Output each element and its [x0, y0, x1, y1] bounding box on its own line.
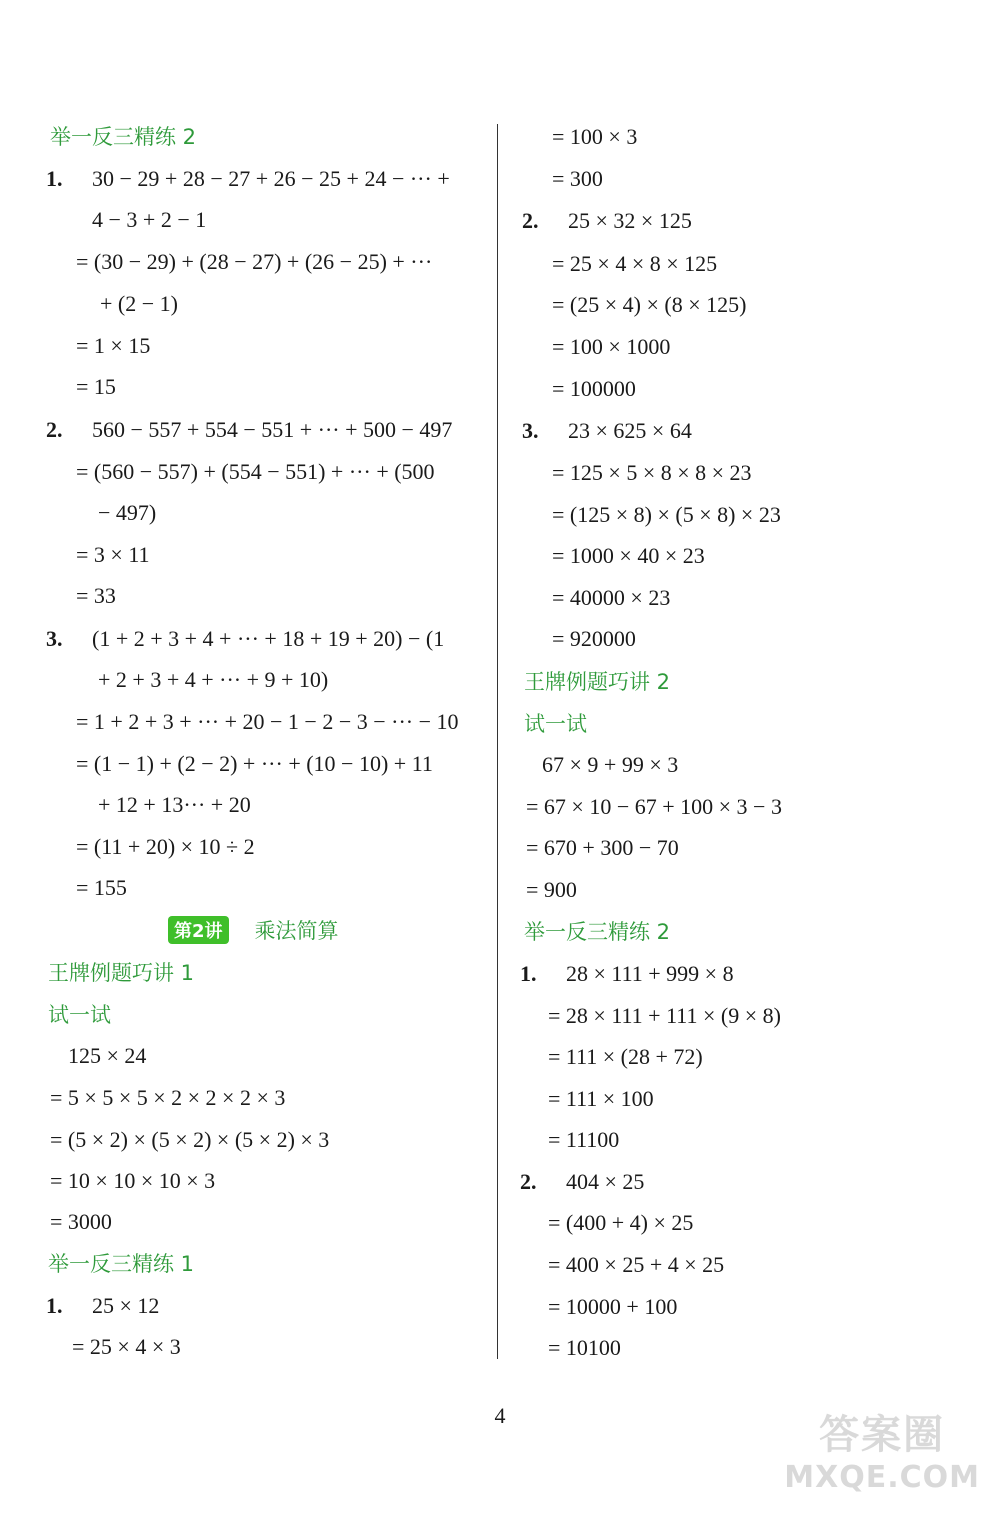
- section-heading: 举一反三精练 1: [48, 1252, 195, 1276]
- math-line: [522, 416, 692, 446]
- math-line: [46, 164, 450, 194]
- lecture-title: 乘法简算: [254, 919, 339, 943]
- math-line: [50, 1207, 112, 1237]
- math-expression: − 497): [98, 500, 157, 525]
- math-expression: = 155: [76, 875, 127, 900]
- problem-number: 1.: [46, 1293, 63, 1318]
- math-line: [68, 1041, 146, 1071]
- math-line: [552, 122, 637, 152]
- math-line: [76, 749, 433, 779]
- math-expression: = 40000 × 23: [552, 585, 671, 610]
- math-line: [548, 1208, 693, 1238]
- math-line: [50, 1125, 329, 1155]
- watermark-text-bottom: MXQE.COM: [784, 1460, 980, 1495]
- math-line: [552, 500, 781, 530]
- math-expression: = 670 + 300 − 70: [526, 835, 679, 860]
- problem-number: 1.: [46, 166, 63, 191]
- problem-number: 3.: [522, 418, 539, 443]
- math-expression: (1 + 2 + 3 + 4 + ··· + 18 + 19 + 20) − (1: [92, 626, 445, 651]
- math-line: [552, 541, 705, 571]
- math-line: [548, 1042, 703, 1072]
- math-line: [98, 790, 251, 820]
- math-expression: = 10 × 10 × 10 × 3: [50, 1168, 216, 1193]
- math-expression: = (25 × 4) × (8 × 125): [552, 292, 747, 317]
- math-line: [520, 959, 734, 989]
- math-line: [548, 1292, 677, 1322]
- math-line: [548, 1333, 621, 1363]
- math-line: [552, 458, 752, 488]
- watermark-logo: [784, 1403, 980, 1495]
- lecture-badge: 第2讲: [168, 916, 229, 944]
- math-expression: = 1 + 2 + 3 + ··· + 20 − 1 − 2 − 3 − ··· − 10: [76, 709, 459, 734]
- math-expression: = 900: [526, 877, 577, 902]
- math-line: [46, 1291, 159, 1321]
- math-expression: = 3 × 11: [76, 542, 150, 567]
- page-number: 4: [494, 1403, 506, 1428]
- math-expression: = 1000 × 40 × 23: [552, 543, 705, 568]
- math-expression: = 111 × (28 + 72): [548, 1044, 703, 1069]
- math-expression: 125 × 24: [68, 1043, 147, 1068]
- math-expression: = (11 + 20) × 10 ÷ 2: [76, 834, 255, 859]
- math-expression: = 10000 + 100: [548, 1294, 678, 1319]
- math-line: [548, 1001, 781, 1031]
- math-line: [552, 583, 670, 613]
- math-expression: = 10100: [548, 1335, 621, 1360]
- math-expression: = 67 × 10 − 67 + 100 × 3 − 3: [526, 794, 782, 819]
- section-heading: 举一反三精练 2: [50, 125, 197, 149]
- math-expression: = (560 − 557) + (554 − 551) + ··· + (500: [76, 459, 435, 484]
- math-expression: = 300: [552, 166, 603, 191]
- math-line: [76, 331, 150, 361]
- math-expression: = 33: [76, 583, 116, 608]
- math-expression: = (5 × 2) × (5 × 2) × (5 × 2) × 3: [50, 1127, 330, 1152]
- math-line: [552, 332, 670, 362]
- math-expression: = (400 + 4) × 25: [548, 1210, 694, 1235]
- math-expression: = 3000: [50, 1209, 112, 1234]
- math-expression: = 100 × 3: [552, 124, 638, 149]
- math-expression: 25 × 32 × 125: [568, 208, 692, 233]
- math-expression: 23 × 625 × 64: [568, 418, 692, 443]
- math-expression: 25 × 12: [92, 1293, 160, 1318]
- section-heading: 试一试: [48, 1003, 111, 1027]
- math-expression: + 12 + 13··· + 20: [98, 792, 251, 817]
- math-expression: = 125 × 5 × 8 × 8 × 23: [552, 460, 752, 485]
- math-line: [98, 665, 328, 695]
- math-expression: = (125 × 8) × (5 × 8) × 23: [552, 502, 781, 527]
- math-line: [76, 581, 116, 611]
- math-expression: 4 − 3 + 2 − 1: [92, 207, 207, 232]
- math-line: [522, 206, 692, 236]
- math-expression: = 1 × 15: [76, 333, 151, 358]
- math-line: [46, 415, 452, 445]
- section-heading: 试一试: [524, 712, 587, 736]
- math-expression: = 400 × 25 + 4 × 25: [548, 1252, 725, 1277]
- math-line: [98, 498, 156, 528]
- math-expression: = 25 × 4 × 8 × 125: [552, 251, 718, 276]
- math-line: [526, 875, 577, 905]
- math-expression: 28 × 111 + 999 × 8: [566, 961, 734, 986]
- math-line: [76, 873, 127, 903]
- section-heading: 王牌例题巧讲 1: [48, 961, 195, 985]
- math-line: [552, 374, 636, 404]
- math-line: [76, 457, 435, 487]
- math-line: [548, 1084, 654, 1114]
- math-expression: + 2 + 3 + 4 + ··· + 9 + 10): [98, 667, 329, 692]
- math-line: [548, 1250, 724, 1280]
- math-expression: = 100000: [552, 376, 636, 401]
- watermark-text-top: 答案圈: [819, 1412, 946, 1458]
- math-expression: = 11100: [548, 1127, 620, 1152]
- problem-number: 2.: [46, 417, 63, 442]
- math-line: [50, 1166, 215, 1196]
- math-expression: 30 − 29 + 28 − 27 + 26 − 25 + 24 − ··· +: [92, 166, 450, 191]
- math-expression: = 15: [76, 374, 116, 399]
- math-line: [526, 833, 679, 863]
- math-line: [526, 792, 782, 822]
- math-expression: = 5 × 5 × 5 × 2 × 2 × 2 × 3: [50, 1085, 286, 1110]
- math-line: [76, 832, 255, 862]
- math-line: [72, 1332, 181, 1362]
- math-expression: = 28 × 111 + 111 × (9 × 8): [548, 1003, 781, 1028]
- math-line: [520, 1167, 644, 1197]
- math-expression: 67 × 9 + 99 × 3: [542, 752, 679, 777]
- math-expression: + (2 − 1): [100, 291, 178, 316]
- math-expression: = 100 × 1000: [552, 334, 671, 359]
- math-line: [552, 624, 636, 654]
- math-line: [100, 289, 178, 319]
- math-expression: = 25 × 4 × 3: [72, 1334, 181, 1359]
- math-line: [76, 247, 432, 277]
- math-expression: 560 − 557 + 554 − 551 + ··· + 500 − 497: [92, 417, 453, 442]
- math-line: [76, 707, 459, 737]
- math-line: [548, 1125, 619, 1155]
- problem-number: 1.: [520, 961, 537, 986]
- math-expression: 404 × 25: [566, 1169, 645, 1194]
- math-expression: = 920000: [552, 626, 636, 651]
- math-line: [552, 290, 746, 320]
- problem-number: 3.: [46, 626, 63, 651]
- section-heading: 举一反三精练 2: [524, 920, 671, 944]
- lecture-header: [168, 915, 339, 945]
- section-heading: 王牌例题巧讲 2: [524, 670, 671, 694]
- math-line: [542, 750, 678, 780]
- problem-number: 2.: [522, 208, 539, 233]
- math-expression: = (1 − 1) + (2 − 2) + ··· + (10 − 10) + 11: [76, 751, 433, 776]
- math-line: [76, 372, 116, 402]
- math-expression: = 111 × 100: [548, 1086, 654, 1111]
- math-line: [92, 205, 206, 235]
- problem-number: 2.: [520, 1169, 537, 1194]
- math-line: [552, 164, 603, 194]
- math-line: [76, 540, 150, 570]
- math-expression: = (30 − 29) + (28 − 27) + (26 − 25) + ···: [76, 249, 433, 274]
- math-line: [50, 1083, 285, 1113]
- column-divider: [497, 124, 498, 1359]
- math-line: [552, 249, 717, 279]
- math-line: [46, 624, 444, 654]
